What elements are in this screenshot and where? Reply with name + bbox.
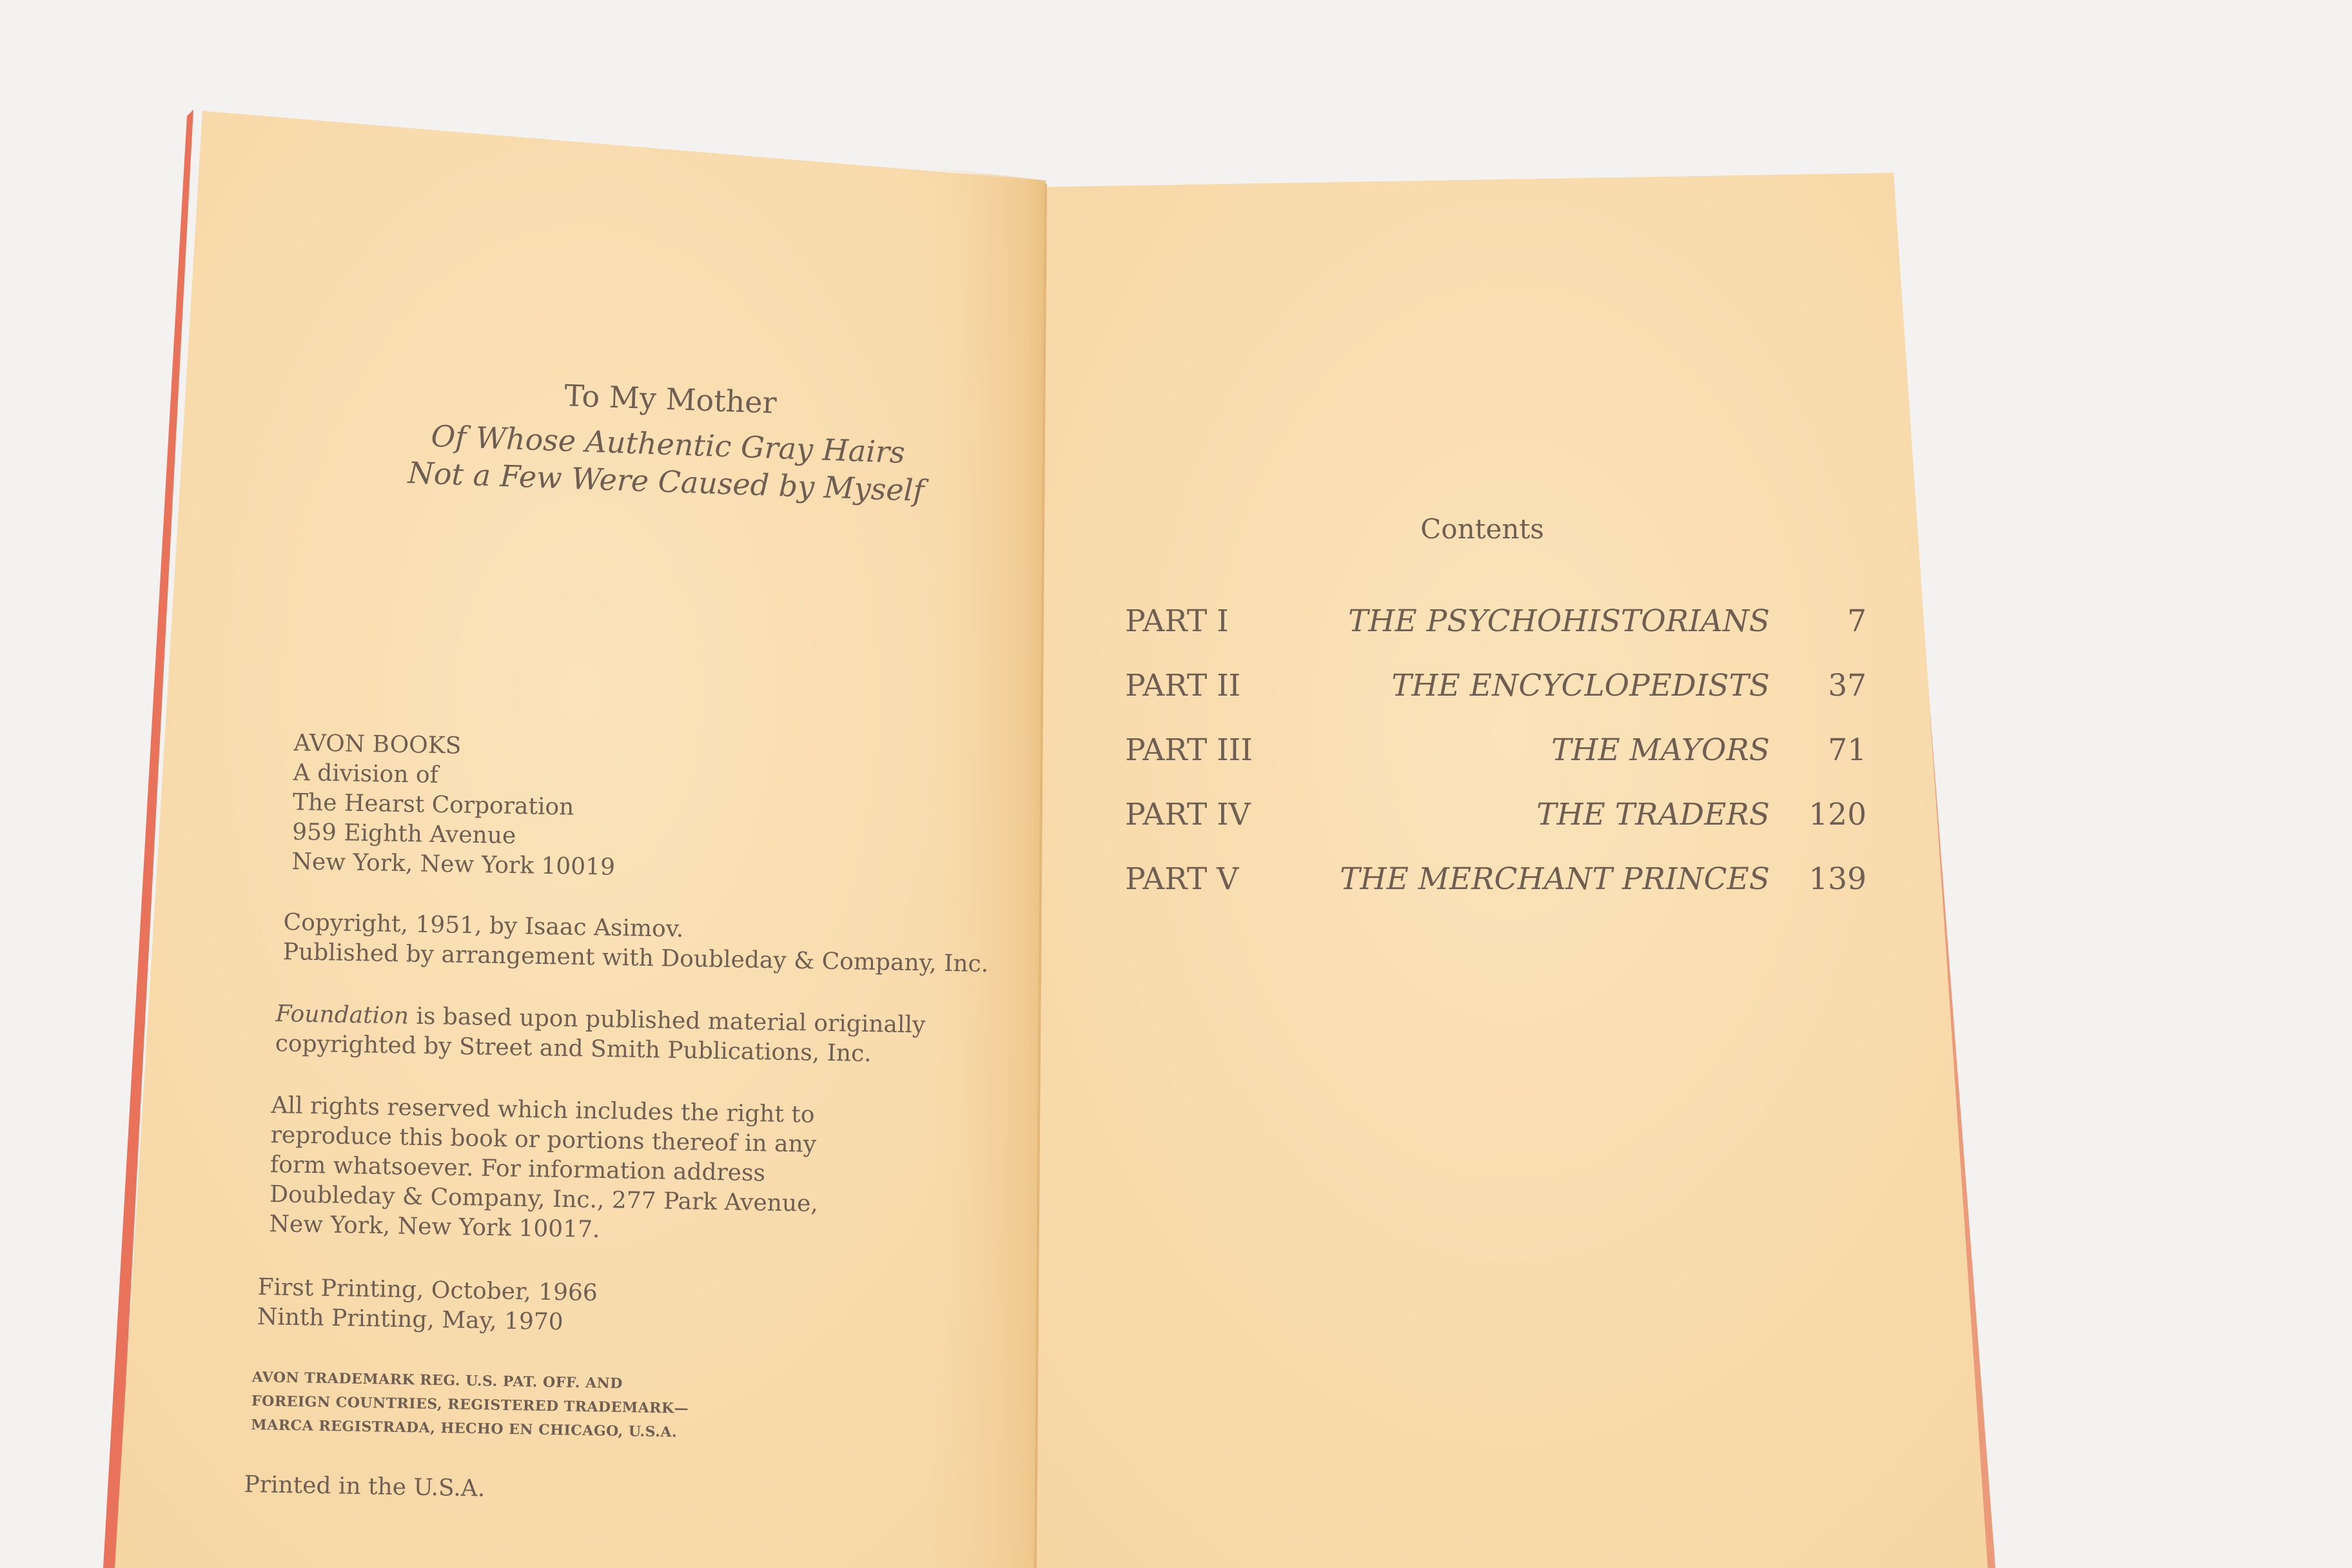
toc-title: THE MERCHANT PRINCES — [1340, 861, 1770, 897]
dedication-line-2: Of Whose Authentic Gray Hairs — [430, 418, 906, 470]
copyright-line: Copyright, 1951, by Isaac Asimov. — [283, 908, 684, 943]
printing-line: Ninth Printing, May, 1970 — [257, 1303, 564, 1336]
toc-entry — [1125, 668, 1867, 732]
copyright-line: Published by arrangement with Doubleday & Company, Inc. — [282, 938, 989, 978]
publisher-line: A division of — [293, 759, 439, 789]
printing-line: First Printing, October, 1966 — [257, 1273, 598, 1307]
trademark-line: FOREIGN COUNTRIES, REGISTERED TRADEMARK— — [251, 1392, 689, 1417]
publisher-line: New York, New York 10019 — [291, 848, 616, 881]
publisher-line: AVON BOOKS — [293, 729, 462, 760]
publisher-line: The Hearst Corporation — [292, 789, 574, 821]
toc-entry — [1125, 732, 1867, 797]
toc-page: 71 — [1828, 732, 1867, 768]
printed-in-text: Printed in the U.S.A. — [244, 1471, 485, 1502]
toc-entry — [1125, 603, 1867, 668]
toc-part: PART V — [1125, 861, 1239, 897]
contents-heading: Contents — [1420, 513, 1544, 545]
rights-notice — [269, 1091, 820, 1249]
publisher-line: 959 Eighth Avenue — [291, 818, 516, 850]
publisher-address — [291, 729, 618, 883]
dedication-line-1: To My Mother — [564, 378, 778, 420]
toc-part: PART III — [1125, 732, 1253, 768]
rights-line: All rights reserved which includes the right to — [271, 1092, 815, 1128]
toc-title: THE ENCYCLOPEDISTS — [1391, 668, 1770, 703]
toc-page: 120 — [1808, 797, 1867, 832]
dedication-line-3: Not a Few Were Caused by Myself — [407, 455, 925, 508]
trademark-notice — [251, 1366, 689, 1445]
rights-line: form whatsoever. For information address — [270, 1151, 766, 1187]
trademark-line: MARCA REGISTRADA, HECHO EN CHICAGO, U.S.A. — [251, 1416, 678, 1441]
copyright-notice — [282, 908, 989, 979]
toc-entry — [1125, 797, 1867, 861]
trademark-line: AVON TRADEMARK REG. U.S. PAT. OFF. AND — [251, 1368, 623, 1393]
toc-page: 7 — [1847, 603, 1867, 639]
note-line: copyrighted by Street and Smith Publications, Inc. — [275, 1030, 872, 1068]
toc-part: PART I — [1125, 603, 1229, 639]
table-of-contents — [1125, 603, 1867, 926]
toc-part: PART II — [1125, 668, 1241, 703]
printing-history — [257, 1273, 598, 1338]
foundation-note — [275, 999, 925, 1070]
toc-page: 37 — [1828, 668, 1867, 703]
note-line: is based upon published material originally — [408, 1003, 926, 1039]
toc-entry — [1125, 861, 1867, 926]
toc-title: THE TRADERS — [1536, 797, 1770, 832]
book-title: Foundation — [275, 1000, 409, 1030]
printed-in — [244, 1470, 485, 1504]
rights-line: New York, New York 10017. — [269, 1210, 600, 1243]
toc-part: PART IV — [1125, 797, 1251, 832]
toc-title: THE PSYCHOHISTORIANS — [1348, 603, 1770, 639]
rights-line: Doubleday & Company, Inc., 277 Park Avenue, — [269, 1181, 819, 1217]
toc-title: THE MAYORS — [1551, 732, 1770, 768]
rights-line: reproduce this book or portions thereof in any — [270, 1121, 817, 1158]
toc-page: 139 — [1808, 861, 1867, 897]
